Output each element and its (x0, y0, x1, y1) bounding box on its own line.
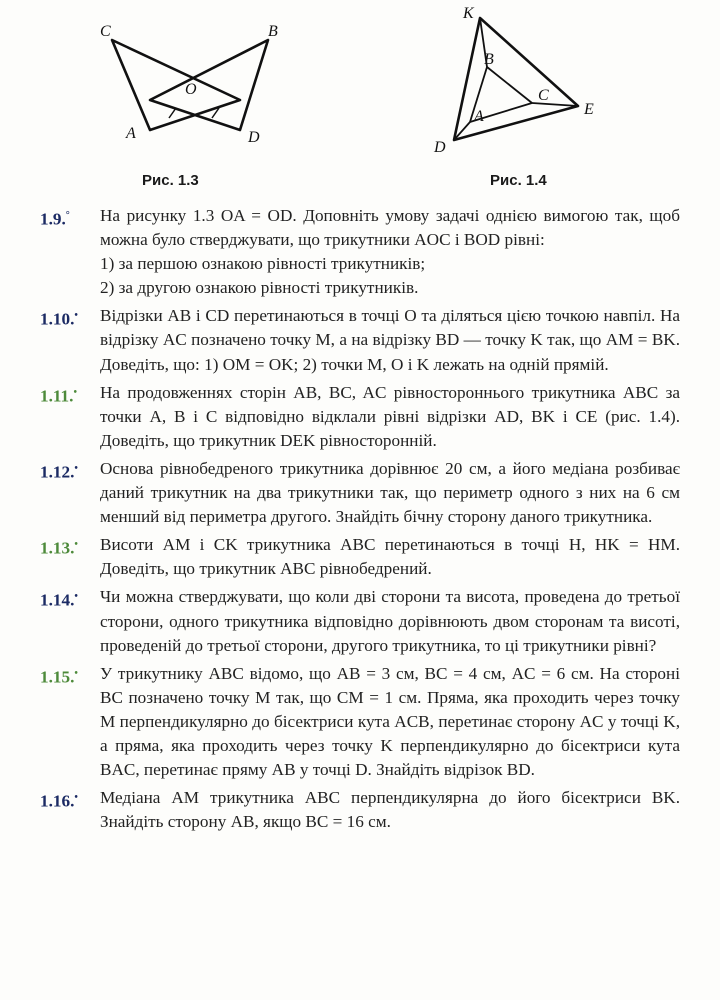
problem-number (40, 786, 78, 814)
problem-item (40, 585, 680, 657)
problem-number (40, 585, 78, 613)
problem-text: Медіана AM трикутника ABC перпендикулярна до його бісектриси BK. Знайдіть сторону AB, якщо BC = 16 см. (100, 788, 680, 832)
triangle-aoc (112, 40, 240, 130)
problem-number (40, 662, 78, 690)
problem-number-text: 1.10. (40, 310, 75, 330)
figure-caption-1-3: Рис. 1.3 (142, 172, 199, 189)
figures (0, 0, 720, 200)
problem-item (40, 304, 680, 376)
problem-number-text: 1.13. (40, 538, 75, 558)
problem-text: Відрізки AB і CD перетинаються в точці O та діляться цією точкою навпіл. На відрізку AC позначено точку M, а на відрізку BD — точку K так, що AM = BK. Доведіть, що: 1) OM = OK; 2) точки M, O і K лежать на одній прямій. (100, 306, 680, 374)
label-c: C (538, 87, 549, 104)
problem-item (40, 662, 680, 782)
problem-number-text: 1.12. (40, 462, 75, 482)
problem-item (40, 381, 680, 453)
problem-number (40, 204, 70, 232)
problem-item (40, 457, 680, 529)
problem-number (40, 381, 77, 409)
problem-number (40, 304, 78, 332)
problem-number-text: 1.14. (40, 591, 75, 611)
segment-bc (487, 67, 532, 103)
label-c: C (100, 23, 111, 40)
difficulty-mark: • (74, 667, 78, 679)
problem-text: У трикутнику ABC відомо, що AB = 3 см, BC = 4 см, AC = 6 см. На стороні BC позначено точку M так, що CM = 1 см. Пряма, яка проходить через точку M перпендикулярно до бісектриси кута ACB, перетинає сторону AC у точці K, а пряма, яка проходить через точку K перпендикулярно до бісектриси кута BAC, перетинає пряму AB у точці D. Знайдіть відрізок BD. (100, 663, 680, 780)
figure-caption-1-4: Рис. 1.4 (490, 172, 547, 189)
problem-item (40, 533, 680, 581)
figure-1-4 (420, 0, 620, 160)
problem-subitem: 2) за другою ознакою рівності трикутників. (100, 278, 419, 298)
label-a: A (126, 125, 136, 142)
label-d: D (434, 139, 446, 156)
difficulty-mark: • (74, 792, 78, 804)
problem-item (40, 204, 680, 300)
problem-number-text: 1.15. (40, 667, 75, 687)
problem-subitem: 1) за першою ознакою рівності трикутників; (100, 254, 426, 274)
problem-number-text: 1.9. (40, 209, 66, 229)
difficulty-mark: • (74, 310, 78, 322)
label-a: A (474, 108, 484, 125)
difficulty-mark: ° (65, 210, 70, 221)
problem-item (40, 786, 680, 834)
problem-text: Основа рівнобедреного трикутника дорівнює 20 см, а його медіана розбиває даний трикутник на два трикутники так, що периметр одного з них на 6 см менший від периметра другого. Знайдіть бічну сторону даного трикутника. (100, 458, 680, 527)
figure-1-3 (90, 0, 290, 160)
problem-text: Висоти AM і CK трикутника ABC перетинаються в точці H, HK = HM. Доведіть, що трикутник ABC рівнобедрений. (100, 535, 680, 579)
problem-text: На продовженнях сторін AB, BC, AC рівностороннього трикутника ABC за точки A, B і C відповідно відклали рівні відрізки AD, BK і CE (рис. 1.4). Доведіть, що трикутник DEK рівносторонній. (100, 382, 680, 450)
problem-text: Чи можна стверджувати, що коли дві сторони та висота, проведена до третьої сторони, одного трикутника відповідно дорівнюють двом сторонам та висоті, проведеній до третьої сторони, другого трикутника, то ці трикутники рівні? (100, 587, 680, 655)
difficulty-mark: • (74, 591, 78, 603)
label-d: D (248, 129, 260, 146)
tick-mark-oa (169, 108, 176, 118)
label-b: B (268, 23, 278, 40)
label-b: B (484, 51, 494, 68)
label-k: K (463, 5, 474, 22)
label-e: E (584, 101, 594, 118)
problem-number (40, 533, 78, 561)
problem-text: На рисунку 1.3 OA = OD. Доповніть умову задачі однією вимогою так, щоб можна було стверджувати, що трикутники AOC і BOD рівні: (100, 206, 680, 250)
difficulty-mark: • (74, 539, 78, 551)
problem-list (40, 204, 680, 838)
problem-number-text: 1.16. (40, 791, 75, 811)
label-o: O (185, 81, 197, 98)
difficulty-mark: • (74, 462, 78, 474)
difficulty-mark: • (73, 386, 77, 398)
problem-number (40, 457, 78, 485)
problem-number-text: 1.11. (40, 386, 74, 406)
